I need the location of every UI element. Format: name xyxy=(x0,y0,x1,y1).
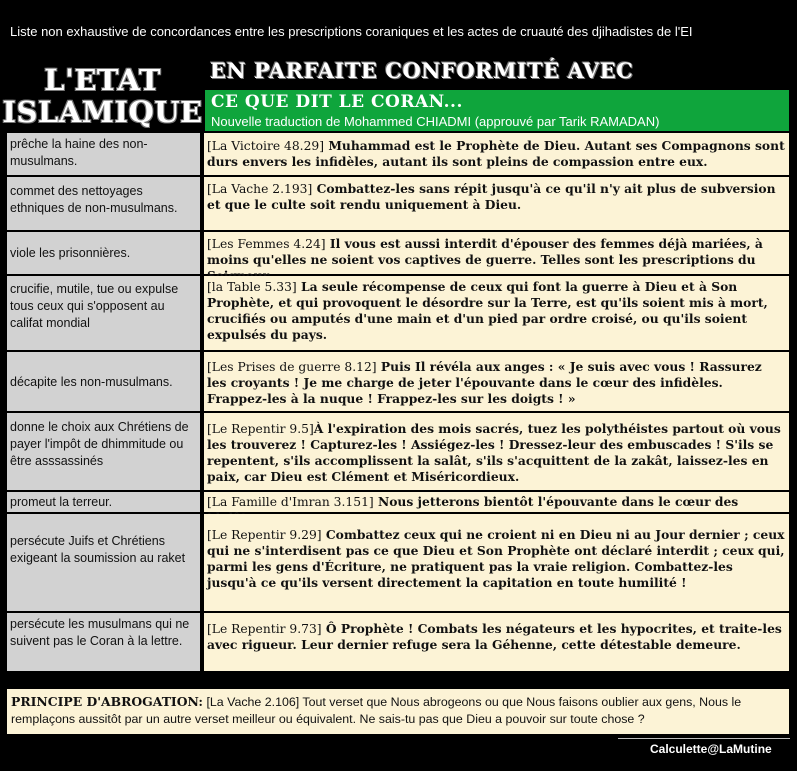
verse-cell xyxy=(204,492,789,512)
act-text: prêche la haine des non-musulmans. xyxy=(10,137,148,168)
act-cell xyxy=(7,232,200,274)
verse-body: Muhammad est le Prophète de Dieu. Autant ses Compagnons sont durs envers les infidèles, autant ils sont pleins de compassion entre eux. xyxy=(207,138,785,169)
verse-reference: [La Vache 2.193] xyxy=(207,182,313,196)
act-text: commet des nettoyages ethniques de non-musulmans. xyxy=(10,184,178,215)
act-text: crucifie, mutile, tue ou expulse tous ceux qui s'opposent au califat mondial xyxy=(10,282,179,330)
verse-text xyxy=(207,421,785,485)
act-text: donne le choix aux Chrétiens de payer l'impôt de dhimmitude ou être asssassinés xyxy=(10,420,189,468)
table-row xyxy=(7,177,789,230)
verse-cell xyxy=(204,413,789,490)
verse-reference: [La Victoire 48.29] xyxy=(207,139,325,153)
verse-cell xyxy=(204,232,789,274)
abrogation-label: PRINCIPE D'ABROGATION: xyxy=(11,694,203,709)
table-row xyxy=(7,133,789,175)
verse-body: Nous jetterons bientôt l'épouvante dans le cœur des xyxy=(377,494,739,509)
table-row xyxy=(7,276,789,350)
table-row xyxy=(7,492,789,512)
conformity-heading: EN PARFAITE CONFORMITÉ AVEC xyxy=(210,58,634,83)
verse-body: Puis Il révéla aux anges : « Je suis avec vous ! Rassurez les croyants ! Je me charge de jeter l'épouvante dans le cœur des infidèles. Frappez-les à la nuque ! Frappez-les sur les doigts ! » xyxy=(207,359,762,406)
verse-reference: [Le Repentir 9.5] xyxy=(207,422,314,436)
page-caption: Liste non exhaustive de concordances entre les prescriptions coraniques et les actes de cruauté des djihadistes de l'EI xyxy=(10,24,693,39)
verse-cell xyxy=(204,276,789,350)
verse-text xyxy=(207,279,785,343)
table-row xyxy=(7,613,789,671)
coran-title: CE QUE DIT LE CORAN... xyxy=(211,92,463,112)
abrogation-text xyxy=(11,693,785,728)
table-row xyxy=(7,413,789,490)
verse-text xyxy=(207,527,785,591)
act-text: viole les prisonnières. xyxy=(10,246,131,260)
act-text: persécute Juifs et Chrétiens exigeant la soumission au raket xyxy=(10,534,186,565)
act-cell xyxy=(7,514,200,611)
verse-body: Combattez ceux qui ne croient ni en Dieu ni au Jour dernier ; ceux qui ne s'interdisent pas ce que Dieu et Son Prophète ont déclaré interdit ; ceux qui, parmi les gens d'Écriture, ne pratiquent pas la vraie religion. Combattez-les jusqu'à ce qu'ils versent directement la capitation en toute humilité ! xyxy=(207,527,785,590)
act-cell xyxy=(7,352,200,411)
abrogation-body: [La Vache 2.106] Tout verset que Nous abrogeons ou que Nous faisons oublier aux gens, Nous le remplaçons aussitôt par un autre verset meilleur ou équivalent. Ne sais-tu pas que Dieu a pouvoir sur toute chose ? xyxy=(11,695,742,726)
verse-body: À l'expiration des mois sacrés, tuez les polythéistes partout où vous les trouverez ! Capturez-les ! Assiégez-les ! Dressez-leur des embuscades ! S'ils se repentent, s'ils accomplissent la salât, s'ils s'acquittent de la zakât, laissez-les en paix, car Dieu est Clément et Miséricordieux. xyxy=(207,421,781,484)
verse-text xyxy=(207,359,785,407)
table-row xyxy=(7,352,789,411)
verse-body: Il vous est aussi interdit d'épouser des femmes déjà mariées, à moins qu'elles ne soient vos captives de guerre. Telles sont les prescriptions du xyxy=(207,236,763,267)
credit-signature: Calculette@LaMutine xyxy=(650,742,772,756)
verse-text xyxy=(207,621,785,653)
coran-banner xyxy=(205,90,789,131)
verse-cell xyxy=(204,514,789,611)
abrogation-box xyxy=(7,689,789,734)
verse-body: Ô Prophète ! Combats les négateurs et les hypocrites, et traite-les avec rigueur. Leur dernier refuge sera la Géhenne, cette détestable demeure. xyxy=(207,621,782,652)
act-text: persécute les musulmans qui ne suivent pas le Coran à la lettre. xyxy=(10,617,190,648)
verse-cell xyxy=(204,613,789,671)
verse-text xyxy=(207,138,785,170)
verse-text xyxy=(207,181,785,213)
act-text: décapite les non-musulmans. xyxy=(10,375,173,389)
verse-reference: [la Table 5.33] xyxy=(207,280,297,294)
table-row xyxy=(7,514,789,611)
credit-divider xyxy=(618,738,790,739)
verse-cell xyxy=(204,352,789,411)
act-cell xyxy=(7,133,200,175)
verse-reference: [La Famille d'Imran 3.151] xyxy=(207,495,374,509)
verse-cell xyxy=(204,133,789,175)
verse-reference: [Les Femmes 4.24] xyxy=(207,237,326,251)
coran-subtitle: Nouvelle traduction de Mohammed CHIADMI (approuvé par Tarik RAMADAN) xyxy=(211,114,660,129)
act-cell xyxy=(7,276,200,350)
act-cell xyxy=(7,413,200,490)
verse-reference: [Le Repentir 9.29] xyxy=(207,528,322,542)
act-text: promeut la terreur. xyxy=(10,495,113,509)
table-row xyxy=(7,232,789,274)
verse-body: Combattez-les sans répit jusqu'à ce qu'il n'y ait plus de subversion et que le culte soit rendu uniquement à Dieu. xyxy=(207,181,776,212)
verse-reference: [Les Prises de guerre 8.12] xyxy=(207,360,377,374)
act-cell xyxy=(7,492,200,512)
verse-body: La seule récompense de ceux qui font la guerre à Dieu et à Son Prophète, et qui provoquent le désordre sur la Terre, est qu'ils soient mis à mort, crucifiés ou amputés d'une main et d'un pied par ordre croisé, ou qu'ils soient expulsés du pays. xyxy=(207,279,768,342)
islamic-state-title xyxy=(0,64,205,128)
verse-reference: [Le Repentir 9.73] xyxy=(207,622,322,636)
act-cell xyxy=(7,177,200,230)
state-line-1: L'ETAT xyxy=(44,63,161,97)
act-cell xyxy=(7,613,200,671)
verse-cell xyxy=(204,177,789,230)
state-line-2: ISLAMIQUE xyxy=(2,95,203,129)
